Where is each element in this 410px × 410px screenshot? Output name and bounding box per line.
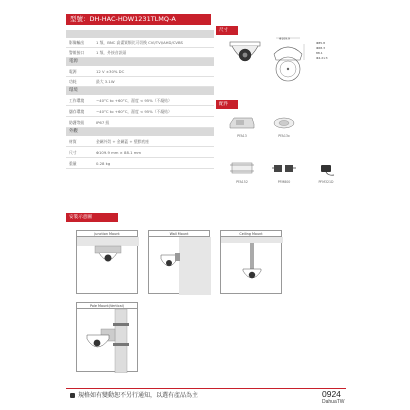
spec-value: 0.28 kg [96,161,111,166]
dim-label: Φ109.9 [279,36,290,41]
dimension-drawing [216,36,356,94]
spec-value: IP67 級 [96,120,110,125]
footer-brand: DahuaTW [322,399,345,405]
video-balun-icon [270,160,298,178]
mount-plate-icon [272,114,296,132]
junction-mount-icon [77,237,139,295]
junction-box-icon [228,114,256,132]
footer-note [70,390,198,399]
spec-key: 材質 [69,139,77,144]
dim-label: Φ85.8 [316,41,326,45]
spec-value: 1 頻，BNC 高畫質類比可切換 CVI/TVI/AHD/CVBS [96,40,183,45]
spec-key: 影像輸出 [69,40,85,45]
accessory-item [306,160,346,184]
spec-value: 金屬外殼 + 金屬蓋 + 塑膠底座 [96,139,149,144]
spec-row [66,106,214,117]
spec-key: 電源 [69,69,77,74]
spec-key: 功耗 [69,79,77,84]
pole-mount-diagram [76,302,138,372]
accessories-header: 配件 [216,100,238,109]
pole-mount-icon [77,309,139,373]
mounting-header: 安裝示意圖 [66,213,118,222]
ceiling-mount-icon [221,237,283,295]
dim-label: Φ4.2×3 [316,56,328,60]
spec-value: −40°C to +60°C，濕度 < 95%（不凝結） [96,98,172,103]
wall-mount-diagram [148,230,210,294]
spec-row [66,77,214,87]
ceiling-mount-diagram [220,230,282,294]
spec-row [66,48,214,58]
spec-key: 工作環境 [69,98,85,103]
accessory-item [222,160,262,184]
spec-section-video [66,30,214,38]
spec-value: −40°C to +60°C，濕度 < 95%（不凝結） [96,109,172,114]
spec-key: 防護等級 [69,120,85,125]
spec-row [66,117,214,128]
spec-row [66,158,214,169]
accessory-name: PFA13x [278,134,290,138]
dimensions-header: 尺寸 [216,26,238,35]
spec-key: 儲存環境 [69,109,85,114]
spec-value: 1 頻，外接音訊頭 [96,50,127,55]
ceiling-mount-caption: Ceiling Mount [221,231,281,237]
spec-value: 最大 3.1W [96,79,115,84]
notice-icon [70,393,75,398]
accessory-item [264,160,304,184]
pole-mount-caption: Pole Mount(Vertical) [77,303,137,309]
power-adapter-icon [314,160,338,178]
pole-bracket-icon [228,160,256,178]
footer-code: 0924 [322,389,341,399]
wall-mount-caption: Wall Mount [149,231,209,237]
spec-row [66,66,214,77]
spec-value: 12 V ±30% DC [96,69,125,74]
spec-section-power: 電源 [66,58,214,66]
spec-section-structure: 外觀 [66,128,214,136]
accessory-item [264,114,304,138]
camera-side-view [274,38,304,81]
model-header: 型號：DH-HAC-HDW1231TLMQ-A [66,14,211,25]
accessory-name: PFA13 [237,134,247,138]
junction-mount-diagram [76,230,138,294]
footer-divider [66,388,346,389]
accessory-name: PFM321D [318,180,334,184]
footer-note-text: 規格如有變動恕不另行通知，以選有產品為主 [78,392,199,399]
spec-value: Φ109.9 mm × 88.1 mm [96,150,142,155]
spec-table [66,30,214,169]
spec-key: 警報接口 [69,50,85,55]
spec-row [66,95,214,106]
camera-front-view [230,42,260,61]
spec-section-environment: 環境 [66,87,214,95]
junction-mount-caption: Junction Mount [77,231,137,237]
accessory-name: PFM800 [277,180,291,184]
spec-key: 重量 [69,161,77,166]
spec-key: 尺寸 [69,150,77,155]
spec-row [66,136,214,147]
spec-row [66,147,214,158]
wall-mount-icon [149,237,211,295]
accessory-item [222,114,262,138]
dim-label: 88.1 [316,51,323,55]
dim-label: Φ68.3 [316,46,326,50]
accessory-name: PFA152 [236,180,248,184]
spec-row [66,38,214,48]
